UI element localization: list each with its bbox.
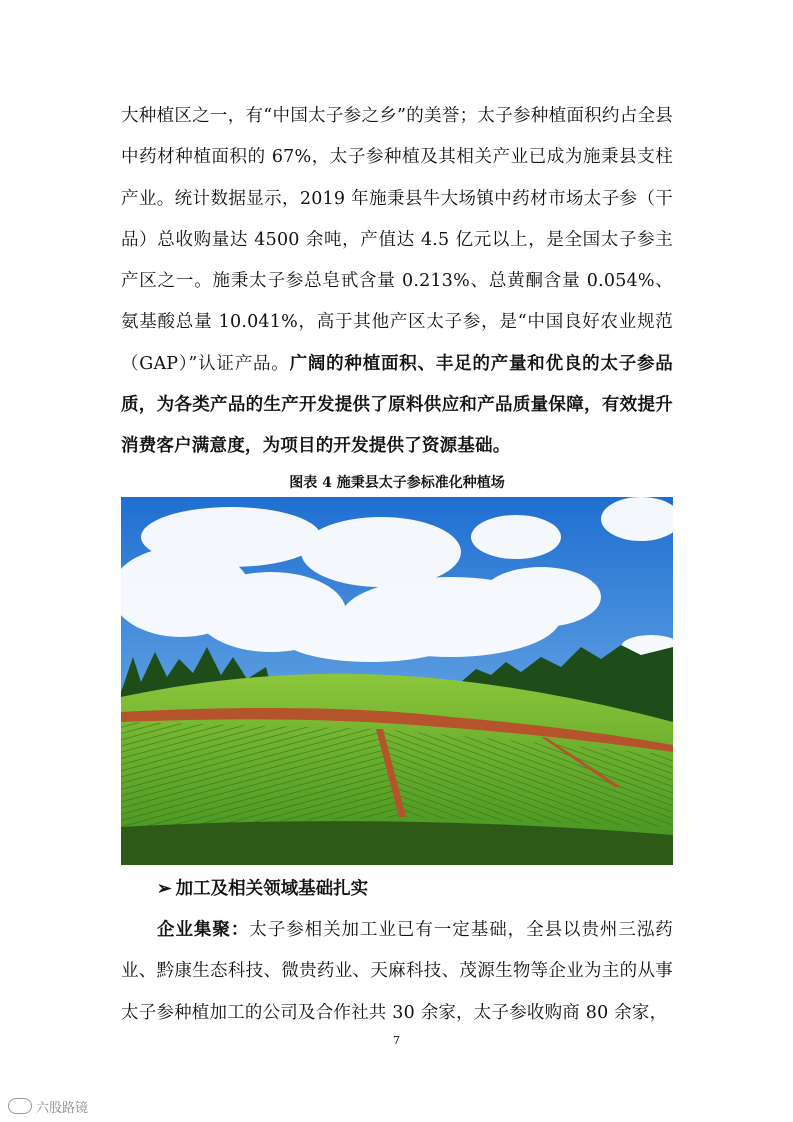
lead-label: 企业集聚： [157,920,250,940]
logo-icon [8,1098,32,1114]
section-heading [157,876,368,902]
arrow-bullet-icon: ➢ [157,879,172,899]
figure-caption: 图表 4 施秉县太子参标准化种植场 [289,475,505,491]
body-paragraph-2 [121,910,673,1034]
page-number: 7 [393,1034,400,1047]
section-heading-text: 加工及相关领域基础扎实 [175,879,369,899]
watermark-logo [8,1096,88,1116]
crop-rows-left [121,722,401,827]
landscape-photo [121,497,673,865]
body-paragraph [121,96,673,468]
emphasis-text: 广阔的种植面积、丰足的产量和优良的太子参品质，为各类产品的生产开发提供了原料供应和产品质量保障，有效提升消费客户满意度，为项目的开发提供了资源基础。 [121,353,674,457]
paragraph-text: 大种植区之一，有“中国太子参之乡”的美誉；太子参种植面积约占全县中药材种植面积的 67%，太子参种植及其相关产业已成为施秉县支柱产业。统计数据显示，2019 年施秉县牛大场镇中药材市场太子参（干品）总收购量达 4500 余吨，产值达 4.5 亿元以上，是全国太子参主产区之一。施秉太子参总皂甙含量 0.213%、总黄酮含量 0.054%、氨基酸总量 10.041%，高于其他产区太子参，是“中国良好农业规范（GAP）”认证产品。 [121,106,673,374]
logo-text: 六股路镜 [36,1100,89,1116]
paragraph-text: 太子参相关加工业已有一定基础，全县以贵州三泓药业、黔康生态科技、微贵药业、天麻科技、茂源生物等企业为主的从事太子参种植加工的公司及合作社共 30 余家，太子参收购商 80 余家， [121,920,673,1023]
